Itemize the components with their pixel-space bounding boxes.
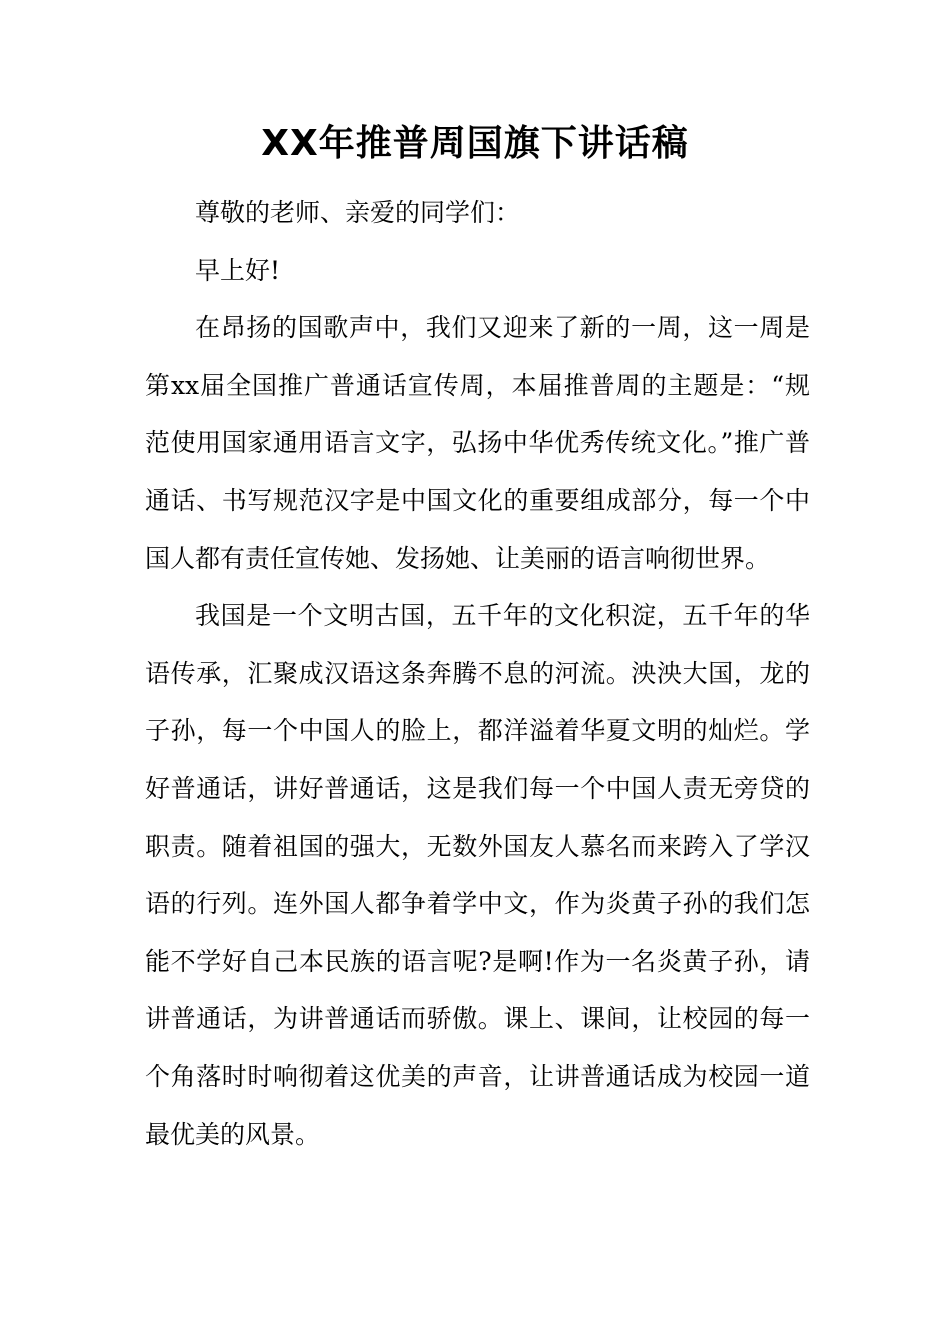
document-body: [145, 184, 810, 1163]
greeting-paragraph: 早上好!: [195, 255, 281, 285]
document-title: XX年推普周国旗下讲话稿: [261, 123, 689, 164]
body-paragraph-2: 我国是一个文明古国，五千年的文化积淀，五千年的华语传承，汇聚成汉语这条奔腾不息的河流。泱泱大国，龙的子孙，每一个中国人的脸上，都洋溢着华夏文明的灿烂。学好普通话，讲好普通话，这是我们每一个中国人责无旁贷的职责。随着祖国的强大，无数外国友人慕名而来跨入了学汉语的行列。连外国人都争着学中文，作为炎黄子孙的我们怎能不学好自己本民族的语言呢?是啊!作为一名炎黄子孙，请讲普通话，为讲普通话而骄傲。课上、课间，让校园的每一个角落时时响彻着这优美的声音，让讲普通话成为校园一道最优美的风景。: [145, 601, 810, 1149]
salutation-paragraph: 尊敬的老师、亲爱的同学们：: [195, 198, 521, 227]
body-paragraph-1: 在昂扬的国歌声中，我们又迎来了新的一周，这一周是第xx届全国推广普通话宣传周，本届推普周的主题是：“规范使用国家通用语言文字，弘扬中华优秀传统文化。”推广普通话、书写规范汉字是中国文化的重要组成部分，每一个中国人都有责任宣传她、发扬她、让美丽的语言响彻世界。: [145, 313, 810, 573]
